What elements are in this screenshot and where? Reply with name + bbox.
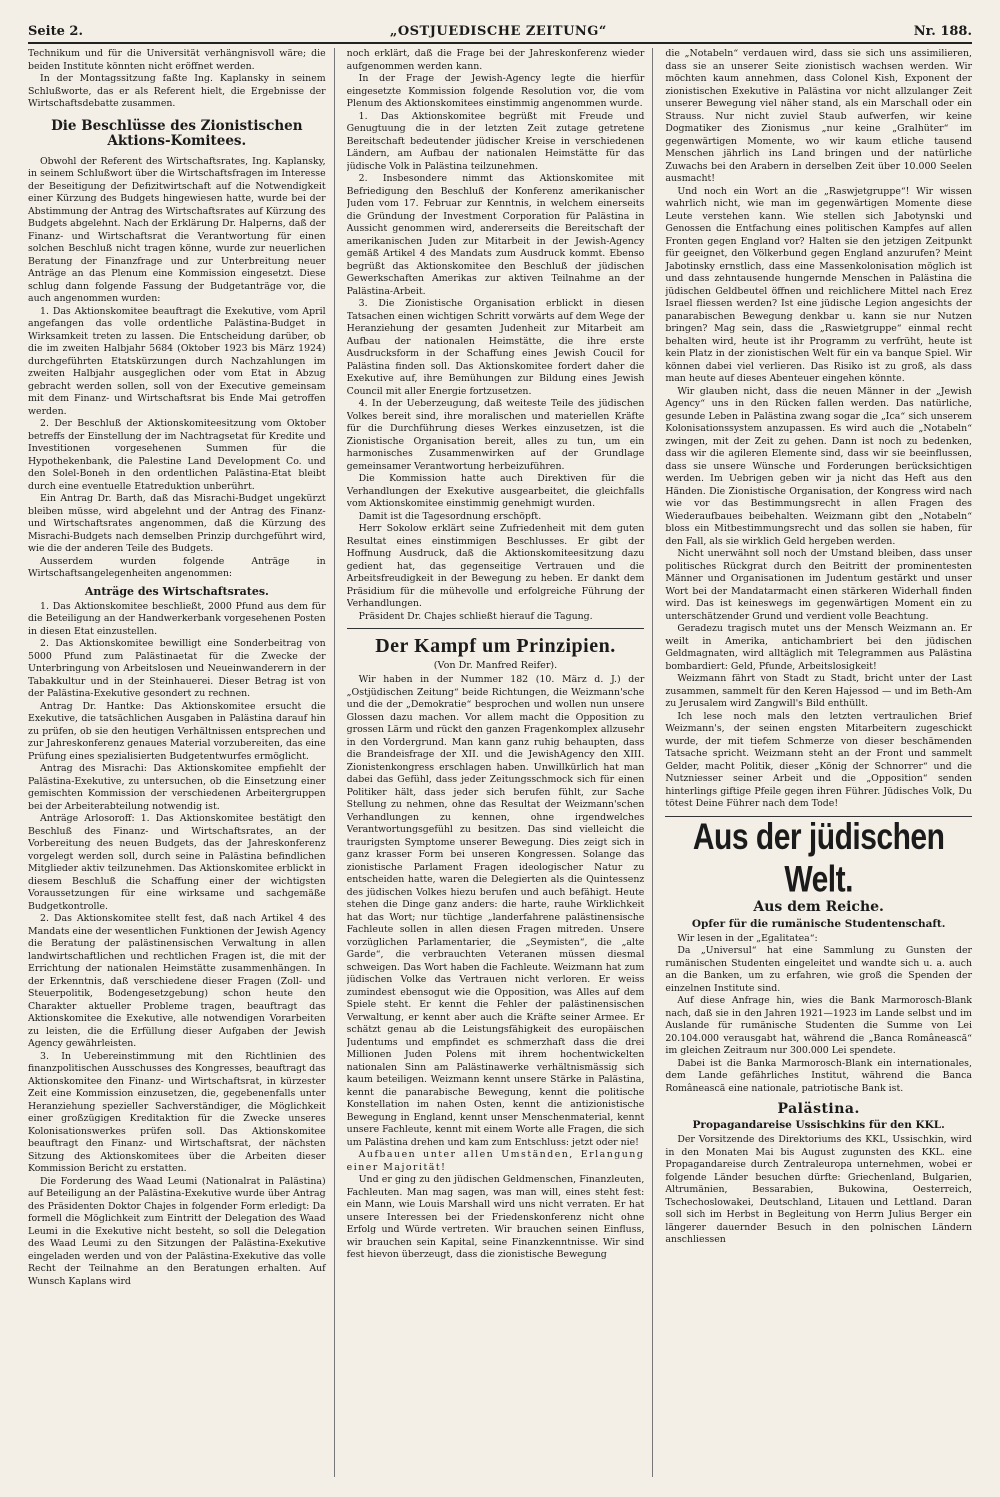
article-columns: [28, 48, 972, 1477]
paragraph: Wir lesen in der „Egalitatea“:: [677, 932, 818, 944]
paragraph: In der Montagssitzung faßte Ing. Kaplansky in seinem Schlußworte, das er als Referent hielt, die Ergebnisse der Wirtschaftsdebatte zusammen.: [28, 73, 326, 109]
paragraph: Anträge Arlosoroff: 1. Das Aktionskomitee bestätigt den Beschluß des Finanz- und Wirtschaftsrates, an der Vorbereitung des neuen Budgets, das der Jahreskonferenz vorgelegt werden soll, durch seine in Palästina befindlichen Mitglieder aktiv teilzunehmen. Das Aktionskomitee erblickt in diesem Beschluß die Schaffung einer der wichtigsten Voraussetzungen für eine wirksame und sachgemäße Budgetkontrolle.: [28, 813, 326, 912]
paragraph: 2. Der Beschluß der Aktionskomiteesitzung vom Oktober betreffs der Einstellung der im Nachtragsetat für Kredite und Investitionen vorgesehenen Summen für die Hypothekenbank, die Palestine Land Development Co. und den Solel-Boneh in den ordentlichen Palästina-Etat bleibt durch eine eventuelle Etatreduktion unberührt.: [28, 418, 326, 492]
paragraph: Herr Sokolow erklärt seine Zufriedenheit mit dem guten Resultat eines einstimmigen Beschlusses. Er gibt der Hoffnung Ausdruck, daß die Aktionskomiteesitzung dazu gedient hat, das gegenseitige Vertrauen und die Arbeitsfreudigkeit in der Bewegung zu heben. Er dankt dem Präsidium für die mühevolle und erfolgreiche Führung der Verhandlungen.: [346, 523, 645, 609]
section-banner: Aus der jüdischen Welt.: [692, 816, 945, 900]
paragraph: Da „Universul“ hat eine Sammlung zu Gunsten der rumänischen Studenten eingeleitet und wandte sich u. a. auch an die Banken, um zu erfahren, wie groß die Spenden der einzelnen Institute sind.: [665, 945, 972, 994]
paragraph: Die Forderung des Waad Leumi (Nationalrat in Palästina) auf Beteiligung an der Palästina-Exekutive wurde über Antrag des Präsidenten Doktor Chajes in folgender Form erledigt: Da formell die Möglichkeit zum Eintritt der Delegation des Waad Leumi in die Exekutive nicht besteht, so soll die Delegation des Waad Leumi zu den Sitzungen der Palästina-Exekutive eingeladen werden und von der Palästina-Exekutive das volle Recht der Teilnahme an den Beratungen erhalten. Auf Wunsch Kaplans wird: [28, 1175, 326, 1287]
article-title: Der Kampf um Prinzipien.: [375, 635, 616, 657]
paragraph: Nicht unerwähnt soll noch der Umstand bleiben, dass unser politisches Rückgrat durch den Beitritt der prominentesten Männer und Organisationen im Judentum gestärkt und unser Wort bei der Mandatarmacht einen stärkeren Widerhall finden wird. Das ist keineswegs im gegenwärtigen Moment ein zu unterschätzender Grund und verdient volle Beachtung.: [665, 548, 972, 622]
article-heading: Propagandareise Ussischkins für den KKL.: [692, 1119, 945, 1131]
paragraph: Damit ist die Tagesordnung erschöpft.: [358, 510, 542, 522]
paragraph: Antrag Dr. Hantke: Das Aktionskomitee ersucht die Exekutive, die tatsächlichen Ausgaben in Palästina darauf hin zu prüfen, ob sie den heutigen Verhältnissen entsprechen und zur Jahreskonferenz genaues Material vorzubereiten, das eine Prüfung eines spezialisierten Budgetentwurfes ermöglicht.: [28, 700, 326, 762]
paragraph: Dabei ist die Banka Marmorosch-Blank ein internationales, dem Lande gefährliches Institut, während die Banca Românească eine nationale, patriotische Bank ist.: [665, 1057, 972, 1094]
paragraph: noch erklärt, daß die Frage bei der Jahreskonferenz wieder aufgenommen werden kann.: [346, 48, 645, 72]
column-3: [665, 48, 972, 1477]
sub-heading: Anträge des Wirtschaftsrates.: [84, 584, 269, 598]
paragraph: Wir haben in der Nummer 182 (10. März d. J.) der „Ostjüdischen Zeitung“ beide Richtungen, die Weizmann'sche und die der „Demokratie“ besprochen und wollen nun unsere Glossen dazu machen. Vor allem macht die Opposition zu grossen Lärm und rückt den ganzen Fragenkomplex allzusehr in den Vordergrund. Man kann ganz ruhig behaupten, dass die Brandeisfrage der XII. und die JewishAgency den XIII. Zionistenkongress erschlagen haben. Unwillkürlich hat man dabei das Gefühl, dass jeder Zeitungsschmock sich für einen Politiker hält, dass jeder sich berufen fühlt, zur Sache Stellung zu nehmen, ohne das Resultat der Weizmann'schen Verhandlungen zu kennen, ohne irgendwelches Verantwortungsgefühl zu besitzen. Das sind vielleicht die traurigsten Symptome unserer Bewegung. Dies zeigt sich in ganz krasser Form bei unseren Kongressen. Solange das zionistische Parlament Fragen ideologischer Natur zu entscheiden hatte, waren die Delegierten als die Quintessenz des jüdischen Volkes hiezu berufen und auch befähigt. Heute stehen die Dinge ganz anders: die harte, rauhe Wirklichkeit hat das Wort; nur tüchtige „landerfahrene palästinensische Fachleute sollen in allen diesen Fragen mitreden. Unsere vorzüglichen Parlamentarier, die „Seymisten“, die „alte Garde“, die verbrauchten Veteranen müssen diesmal schweigen. Das Wort haben die Fachleute. Weizmann hat zum jüdischen Volke das Vertrauen nicht verloren. Er weiss zumindest ebensogut wie die Opposition, was Alles auf dem Spiele steht. Er kennt die Fehler der palästinensischen Verwaltung, er kennt aber auch die Kräfte seiner Armee. Er schätzt genau ab die Leistungsfähigkeit des europäischen Judentums und empfindet es schmerzhaft dass die drei Millionen Juden Polens mit ihrem hochentwickelten nationalen Sinn am Palästinawerke verhältnismässig sich kaum beteiligen. Weizmann kennt unsere Stärke in Palästina, kennt die panarabische Bewegung, kennt die politische Konstellation im nahen Osten, kennt die antizionistische Bewegung in England, kennt unser Menschenmaterial, kennt unsere Fachleute, kennt mit einem Worte alle Fragen, die sich um Palästina drehen und kam zum Entschluss: jetzt oder nie!: [346, 674, 645, 1148]
paragraph: Weizmann fährt von Stadt zu Stadt, bricht unter der Last zusammen, sammelt für den Keren Hajessod — und im Beth-Am zu Jerusalem wird Zangwill's Bild enthüllt.: [665, 673, 972, 709]
paragraph: Ausserdem wurden folgende Anträge in Wirtschaftsangelegenheiten angenommen:: [28, 555, 326, 580]
paragraph: Und noch ein Wort an die „Raswjetgruppe“! Wir wissen wahrlich nicht, wie man im gegenwärtigen Momente diese Leute verstehen kann. Wie stellen sich Jabotynski und Genossen die Entfachung eines politischen Kampfes auf allen Fronten gegen England vor? Halten sie den jetzigen Zeitpunkt für geeignet, den Völkerbund gegen England anzurufen? Meint Jabotinsky ernstlich, dass eine Massenkolonisation möglich ist und dass zehntausende hungernde Menschen in Palästina die jüdischen Geldbeutel öffnen und reichlichere Mittel nach Erez Israel fliessen werden? Ist eine jüdische Legion angesichts der panarabischen Bewegung denkbar u. kann sie nur Nutzen bringen? Mag sein, dass die „Raswietgruppe“ einmal recht behalten wird, heute ist ihr Programm zu verfrüht, heute ist kein Platz in der zionistischen Welt für ein va banque Spiel. Wir können dabei viel verlieren. Das Risiko ist zu groß, als dass man heute auf dieses Abenteuer eingehen könnte.: [665, 185, 972, 384]
paragraph: 3. In Uebereinstimmung mit den Richtlinien des finanzpolitischen Ausschusses des Kongresses, beauftragt das Aktionskomitee den Finanz- und Wirtschaftsrat, in kürzester Zeit eine Kommission einzusetzen, die, gegebenenfalls unter Heranziehung spezieller Sachverständiger, die Möglichkeit einer großzügigen Kreditaktion für die Zwecke unseres Kolonisationswerkes prüfen soll. Das Aktionskomitee beauftragt den Finanz- und Wirtschaftsrat, der nächsten Sitzung des Aktionskomitees über die Arbeiten dieser Kommission Bericht zu erstatten.: [28, 1050, 326, 1175]
paragraph-emphasis: Aufbauen unter allen Umständen, Erlangung einer Majorität!: [346, 1149, 645, 1173]
paragraph: Ein Antrag Dr. Barth, daß das Misrachi-Budget ungekürzt bleiben müsse, wird abgelehnt und der Antrag des Finanz- und Wirtschaftsrates angenommen, daß die Kürzung des Misrachi-Budgets nach demselben Prinzip durchgeführt wird, wie die der anderen Teile des Budgets.: [28, 493, 326, 555]
article-heading: Opfer für die rumänische Studentenschaft.: [691, 917, 946, 930]
paragraph: 1. Das Aktionskomitee begrüßt mit Freude und Genugtuung die in der letzten Zeit zutage getretene Bereitschaft bedeutender jüdischer Kreise in verschiedenen Ländern, am Aufbau der nationalen Heimstätte für das jüdische Volk in Palästina teilzunehmen.: [346, 110, 645, 172]
section-subtitle: Aus dem Reiche.: [753, 898, 884, 915]
paragraph: 4. In der Ueberzeugung, daß weiteste Teile des jüdischen Volkes bereit sind, ihre moralischen und materiellen Kräfte für die Durchführung dieses Werkes einzusetzen, ist die Zionistische Organisation bereit, alles zu tun, um ein harmonisches Zusammenwirken auf der Grundlage gemeinsamer Verantwortung herbeizuführen.: [346, 398, 645, 472]
paragraph: die „Notabeln“ verdauen wird, dass sie sich uns assimilieren, dass sie an unserer Seite zionistisch wachsen werden. Wir möchten kaum annehmen, dass Colonel Kish, Exponent der zionistischen Exekutive in Palästina vor nicht allzulanger Zeit unserer Bewegung viel näher stand, als ein Marschall oder ein Strauss. Nur nicht zuviel Staub aufwerfen, wir keine Dogmatiker des Zionismus „nur keine „Gralhüter“ im gegenwärtigen Momente, wo wir kaum etliche tausend Menschen jährlich ins Land bringen und der natürliche Zuwachs bei den Arabern in derselben Zeit über 10.000 Seelen ausmacht!: [665, 48, 972, 184]
paragraph: 2. Das Aktionskomitee stellt fest, daß nach Artikel 4 des Mandats eine der wesentlichen Funktionen der Jewish Agency die Beratung der palästinensischen Verwaltung in allen landwirtschaftlichen und rechtlichen Fragen ist, die mit der Errichtung der nationalen Heimstätte zusammenhängen. In der Erkenntnis, daß verschiedene dieser Fragen (Zoll- und Steuerpolitik, Bodengesetzgebung) schon heute den Charakter aktueller Probleme tragen, beauftragt das Aktionskomitee die Exekutive, alle notwendigen Vorarbeiten zu leisten, die die Erfüllung dieser Aufgaben der Jewish Agency gewährleisten.: [28, 913, 326, 1050]
page-header: [28, 20, 972, 44]
divider: [347, 628, 645, 629]
page-number: Seite 2.: [28, 23, 83, 39]
paragraph: Geradezu tragisch mutet uns der Mensch Weizmann an. Er weilt in Amerika, antichambriert bei den jüdischen Geldmagnaten, wird alltäglich mit Telegrammen aus Palästina bombardiert: Geld, Pfunde, Arbeitslosigkeit!: [665, 623, 972, 672]
paragraph: 3. Die Zionistische Organisation erblickt in diesen Tatsachen einen wichtigen Schritt vorwärts auf dem Wege der Heranziehung der gesamten Judenheit zur Mitarbeit am Aufbau der nationalen Heimstätte, die ihre erste Ausdrucksform in der Schaffung eines Jewish Coucil for Palästina finden soll. Das Aktionskomitee fordert daher die Exekutive auf, ihre Bemühungen zur Bildung eines Jewish Council mit aller Energie fortzusetzen.: [346, 298, 645, 397]
section-subtitle: Palästina.: [777, 1101, 860, 1117]
paragraph: Obwohl der Referent des Wirtschaftsrates, Ing. Kaplansky, in seinem Schlußwort über die Wirtschaftsfragen im Interesse der Beseitigung der Defizitwirtschaft auf die Notwendigkeit einer Kürzung des Budgets hingewiesen hatte, wurde bei der Abstimmung der Antrag des Wirtschaftsrates auf Kürzung des Budgets abgelehnt. Nach der Erklärung Dr. Halperns, daß der Finanz- und Wirtschaftsrat die Verantwortung für einen solchen Beschluß nicht tragen könne, wurde zur neuerlichen Beratung der Finanzfrage und zur Unterbreitung neuer Anträge an das Plenum eine Kommission eingesetzt. Diese schlug dann folgende Fassung der Budgetanträge vor, die auch angenommen wurden:: [28, 155, 326, 305]
paragraph: Präsident Dr. Chajes schließt hierauf die Tagung.: [358, 610, 593, 622]
section-heading: Die Beschlüsse des Zionistischen Aktions-Komitees.: [51, 117, 303, 150]
column-1: [28, 48, 335, 1477]
paragraph: Die Kommission hatte auch Direktiven für die Verhandlungen der Exekutive ausgearbeitet, die gleichfalls vom Aktionskomitee einstimmig genehmigt wurden.: [346, 473, 645, 509]
paragraph: Wir glauben nicht, dass die neuen Männer in der „Jewish Agency“ uns in den Rücken fallen werden. Das natürliche, gesunde Leben in Palästina zwang sogar die „Ica“ sich unserem Kolonisationssystem anzupassen. Es wird auch die „Notabeln“ zwingen, mit der Zeit zu gehen. Dann ist noch zu bedenken, dass wir die agileren Elemente sind, dass wir sie beeinflussen, dass sie unsere Wünsche und Forderungen berücksichtigen werden. Im Uebrigen geben wir ja nicht das Heft aus den Händen. Die Zionistische Organisation, der Kongress wird nach wie vor das Bestimmungsrecht in allen Fragen des Wiederaufbaues beibehalten. Weizmann gibt den „Notabeln“ bloss ein Mitbestimmungsrecht und das sollen sie haben, für den Fall, als sie wirklich Geld hergeben werden.: [665, 385, 972, 547]
paragraph: Antrag des Misrachi: Das Aktionskomitee empfiehlt der Palästina-Exekutive, zu untersuchen, ob die Einsetzung einer gemischten Kommission der verschiedenen Arbeitergruppen bei der Arbeiterabteilung notwendig ist.: [28, 763, 326, 812]
paragraph: Auf diese Anfrage hin, wies die Bank Marmorosch-Blank nach, daß sie in den Jahren 1921—1923 im Lande selbst und im Auslande für rumänische Studenten die Summe von Lei 20.104.000 verausgabt hat, während die „Banca Românească“ im gleichen Zeitraum nur 300.000 Lei spendete.: [665, 995, 972, 1056]
paragraph: 2. Das Aktionskomitee bewilligt eine Sonderbeitrag von 5000 Pfund zum Palästinaetat für die Zwecke der Unterbringung von Arbeitslosen und Neueinwanderern in der Tabakkultur und in der Steinhauerei. Dieser Betrag ist von der Palästina-Exekutive gesondert zu rechnen.: [28, 638, 326, 700]
paragraph: In der Frage der Jewish-Agency legte die hierfür eingesetzte Kommission folgende Resolution vor, die vom Plenum des Aktionskomitees einstimmig angenommen wurde.: [346, 73, 645, 109]
paragraph: Und er ging zu den jüdischen Geldmenschen, Finanzleuten, Fachleuten. Man mag sagen, was man will, eines steht fest: ein Mann, wie Louis Marshall wird uns nicht verraten. Er hat unsere Interessen bei der Friedenskonferenz nicht ohne Erfolg und Würde vertreten. Wir brauchen seinen Einfluss, wir brauchen sein Kapital, seine Finanzkenntnisse. Wir sind fest hievon überzeugt, dass die zionistische Bewegung: [346, 1174, 645, 1260]
paragraph: Der Vorsitzende des Direktoriums des KKL, Ussischkin, wird in den Monaten Mai bis August zugunsten des KKL. eine Propagandareise durch Zentraleuropa unternehmen, wobei er folgende Länder besuchen dürfte: Griechenland, Bulgarien, Altrumänien, Bessarabien, Bukowina, Oesterreich, Tschechoslowakei, Deutschland, Litauen und Lettland. Daran soll sich im Herbst in Begleitung von Herrn Julius Berger ein längerer dauernder Besuch in den polnischen Ländern anschliessen: [665, 1134, 972, 1245]
issue-number: Nr. 188.: [913, 23, 972, 39]
article-byline: (Von Dr. Manfred Reifer).: [433, 660, 558, 671]
paragraph: 1. Das Aktionskomitee beauftragt die Exekutive, vom April angefangen das volle ordentliche Palästina-Budget in Wirksamkeit treten zu lassen. Die Entscheidung darüber, ob die im zweiten Halbjahr 5684 (Oktober 1923 bis März 1924) durchgeführten Etatskürzungen durch Nachzahlungen im zweiten Halbjahr ausgeglichen oder vom Etat in Abzug gebracht werden sollen, soll von der Executive gemeinsam mit dem Finanz- und Wirtschaftsrat bis Ende Mai getroffen werden.: [28, 305, 326, 417]
paragraph: 2. Insbesondere nimmt das Aktionskomitee mit Befriedigung den Beschluß der Konferenz amerikanischer Juden vom 17. Februar zur Kenntnis, in welchem einerseits die Gründung der Investment Corporation für Palästina in Aussicht genommen wird, andererseits die Bereitschaft der amerikanischen Juden zur Mitarbeit in der Jewish-Agency gemäß Artikel 4 des Mandats zum Ausdruck kommt. Ebenso begrüßt das Aktionskomitee den Beschluß der jüdischen Gewerkschaften Amerikas zur aktiven Teilnahme an der Palästina-Arbeit.: [346, 173, 645, 297]
masthead-title: „OSTJUEDISCHE ZEITUNG“: [389, 23, 607, 39]
paragraph: 1. Das Aktionskomitee beschließt, 2000 Pfund aus dem für die Beteiligung an der Handwerkerbank vorgesehenen Posten in diesen Etat einzustellen.: [28, 600, 326, 637]
paragraph: Ich lese noch mals den letzten vertraulichen Brief Weizmann's, der seinen engsten Mitarbeitern zugeschickt wurde, der mit tiefem Schmerze von dieser beschämenden Tatsache spricht. Weizmann steht an der Front und sammelt Gelder, macht Politik, dieser „König der Schnorrer“ und die Nutzniesser seiner Arbeit und die „Opposition“ senden hinterlings giftige Pfeile gegen ihren Führer. Jüdisches Volk, Du tötest Deine Führer nach dem Tode!: [665, 710, 972, 809]
paragraph: Technikum und für die Universität verhängnisvoll wäre; die beiden Institute könnten nicht eröffnet werden.: [28, 48, 326, 72]
column-2: [347, 48, 654, 1477]
